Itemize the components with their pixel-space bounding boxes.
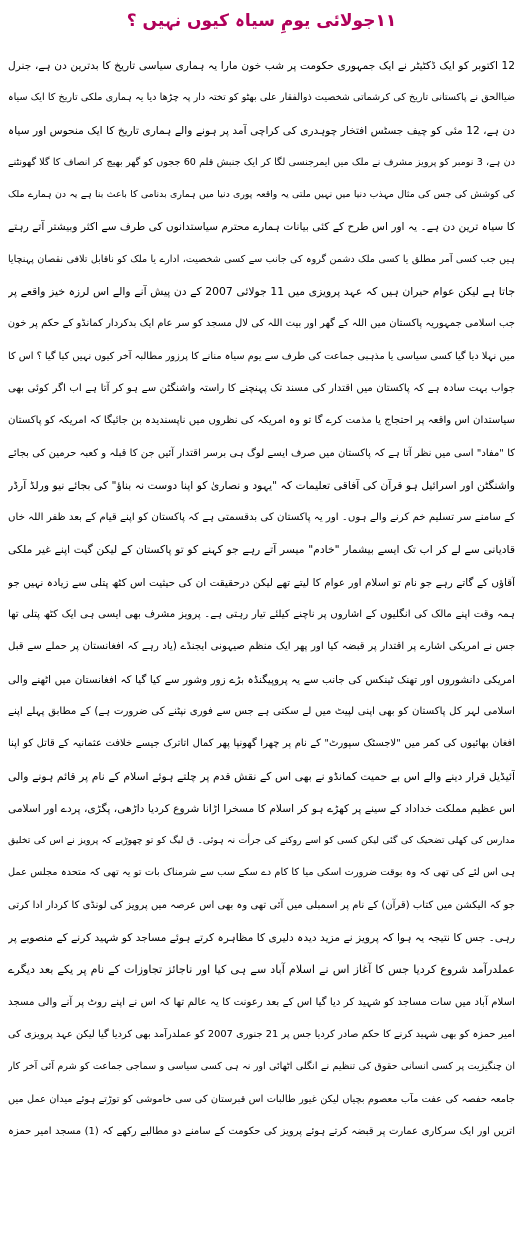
article-line: 12 اکتوبر کو ایک ڈکٹیٹر نے ایک جمہوری حکومت پر شب خون مارا یہ ہماری سیاسی تاریخ کا بدترین دن ہے، جنرل [8,60,515,72]
article-line: جامعہ حفصہ کی عفت مآب معصوم بچیاں لیکن غیور طالبات اس قبرستان کی سی خاموشی کو توڑتے ہوئے میدان عمل میں [8,1093,515,1105]
article-title: ۱۱جولائی یومِ سیاہ کیوں نہیں ؟ [126,11,397,31]
article-line: کا سیاہ ترین دن ہے۔ یہ اور اس طرح کے کئی بیانات ہمارے محترم سیاستدانوں کی طرف سے اکثر وبیشتر آتے رہتے [8,221,515,234]
article-line: آئیڈیل قرار دینے والے اس بے حمیت کمانڈو نے بھی اس کے نقش قدم پر چلتے ہوئے اسلام کے نام پر قائم ہونے والی [8,769,515,783]
article-line: جس نے امریکی اشارے پر اقتدار پر قبضہ کیا اور پھر ایک منظم صیہونی ایجنڈے (یاد رہے کہ افغانستان پر حملے سے قبل [8,641,515,653]
article-line: امریکی دانشوروں اور تھنک ٹینکس کی جانب سے یہ پروپیگنڈہ بڑے زور وشور سے کیا گیا کہ افغانستان میں اٹھنے والی [8,673,515,686]
article-line: ان چنگیزیت پر کسی انسانی حقوق کی تنظیم نے انگلی اٹھائی اور نہ ہی کسی سیاسی و سماجی جماعت کو شرم آئی آخر کار [8,1061,515,1073]
article-line: قادیانی سے لے کر اب تک ایسے بیشمار "خادم" میسر آتے رہے جو کہنے کو تو پاکستان کے لیکن گیت اپنے غیر ملکی [8,543,515,557]
article-line: آقاؤں کے گاتے رہے جو نام تو اسلام اور عوام کا لیتے تھے لیکن درحقیقت ان کی حیثیت اس کٹھ پتلی سے زیادہ نہیں جو [8,576,515,589]
article-line: رہی۔ جس کا نتیجہ یہ ہوا کہ پرویز نے مزید دیدہ دلیری کا مظاہرہ کرتے ہوئے مساجد کو شہید کرنے کے منصوبے پر [8,932,515,945]
article-line: سیاستدان اس واقعہ پر احتجاج یا مذمت کرے گا تو وہ امریکہ کی نظروں میں ناپسندیدہ بن جائیگا کہ امریکہ کو پاکستان [8,415,515,427]
article-line: افغان بھائیوں کی کمر میں "لاجسٹک سپورٹ" کے نام پر چھرا گھونپا پھر کمال اتاترک جیسے خلافت عثمانیہ کے قاتل کو اپنا [8,738,515,750]
article-line: جاتا ہے لیکن عوام حیران ہیں کہ عہد پرویزی میں 11 جولائی 2007 کے دن پیش آنے والے اس لرزہ خیز واقعے پر [8,285,515,299]
article-line: کا "مفاد" اسی میں نظر آتا ہے کہ پاکستان میں صرف ایسے لوگ ہی برسر اقتدار آئیں جن کا قبلہ و کعبہ حرمین کی بجائے [8,447,515,459]
article-line: دن ہے، 12 مئی کو چیف جسٹس افتخار چوہدری کی کراچی آمد پر ہونے والے ہماری تاریخ کا ایک منحوس اور سیاہ [8,124,515,137]
article-line: میں نہلا دیا گیا کسی سیاسی یا مذہبی جماعت کی طرف سے یوم سیاہ منانے کا پرزور مطالبہ آخر کیوں نہیں کیا گیا ؟ اس کا [8,350,515,362]
article-line: کے سامنے سر تسلیم خم کرنے والے ہوں۔ اور یہ پاکستان کی بدقسمتی ہے کہ پاکستان کو اپنے قیام کے بعد ظفر اللہ خاں [8,512,515,524]
article-line: امیر حمزہ کو بھی شہید کرنے کا حکم صادر کردیا جس پر 21 جنوری 2007 کو عملدرآمد بھی کردیا گیا لیکن عہد پرویزی کی [8,1028,515,1040]
article-line: جواب بہت سادہ ہے کہ پاکستان میں اقتدار کی مسند تک پہنچنے کا راستہ واشنگٹن سے ہو کر آتا ہے اب اگر کوئی بھی [8,382,515,394]
article-line: ضیاالحق نے پاکستانی تاریخ کی کرشماتی شخصیت ذوالفقار علی بھٹو کو تختہ دار پہ چڑھا دیا یہ ہماری ملکی تاریخ کا ایک سیاہ [8,92,515,104]
article-line: اسلامی لہر کل پاکستان کو بھی اپنی لپیٹ میں لے سکتی ہے جس سے فوری نپٹنے کی ضرورت ہے) کے مطابق پہلے اپنے [8,705,515,717]
article-line: اسلام آباد میں سات مساجد کو شہید کر دیا گیا اس کے بعد رعونت کا یہ عالم تھا کہ اس نے اپنے روٹ پر آنے والی مسجد [8,996,515,1008]
article-line: جب اسلامی جمہوریہ پاکستان میں اللہ کے گھر اور بیت اللہ کی لال مسجد کو سر عام ایک بدکردار کمانڈو کے حکم پر خون [8,318,515,330]
article-line: واشنگٹن اور اسرائیل ہو قرآن کی آفاقی تعلیمات کہ "یہود و نصاریٰ کو اپنا دوست نہ بناؤ" کی بجائے نیو ورلڈ آرڈر [8,478,515,492]
article-body [8,50,515,1180]
article-line: اتریں اور ایک سرکاری عمارت پر قبضہ کرتے ہوئے پرویز کی حکومت کے سامنے دو مطالبے رکھے کہ (1) مسجد امیر حمزہ [8,1125,515,1137]
article-line: کی کوشش کی جس کی مثال مہذب دنیا میں نہیں ملتی یہ واقعہ پوری دنیا میں ہماری بدنامی کا باعث بنا ہے یہ دن ہمارے ملک [8,189,515,201]
article-line: ہیں جب کسی آمر مطلق یا کسی ملک دشمن گروہ کی جانب سے کسی شخصیت، ادارے یا ملک کو ناقابل تلافی نقصان پہنچایا [8,253,515,265]
article-line [8,1148,515,1180]
article-line: ہمہ وقت اپنے مالک کی انگلیوں کے اشاروں پر ناچنے کیلئے تیار رہتی ہے۔ پرویز مشرف بھی ایسی ہی ایک کٹھ پتلی تھا [8,609,515,621]
article-line: ہی اس لئے کی تھی کہ وہ بوقت ضرورت اسکی میا کا کام دے سکے سب سے شرمناک بات تو یہ تھی کہ متحدہ مجلس عمل [8,867,515,879]
article-line: مدارس کی کھلی تضحیک کی گئی لیکن کسی کو اسے روکنے کی جرأت نہ ہوئی۔ ق لیگ کو تو چھوڑیے کہ پرویز نے اس کی تخلیق [8,835,515,847]
article-line: دن ہے، 3 نومبر کو پرویز مشرف نے ملک میں ایمرجنسی لگا کر ایک جنبش قلم 60 ججوں کو گھر بھیج کر انصاف کا گلا گھونٹنے [8,156,515,168]
article-line: جو کہ الیکشن میں کتاب (قرآن) کے نام پر اسمبلی میں آئی تھی وہ بھی اس عرصہ میں پرویز کی لونڈی کا کردار ادا کرتی [8,899,515,911]
article-line: عملدرآمد شروع کردیا جس کا آغاز اس نے اسلام آباد سے ہی کیا اور ناجائز تجاوزات کے نام پر یکے بعد دیگرے [8,963,515,977]
article-line: اس عظیم مملکت خداداد کے سینے پر کھڑے ہو کر اسلام کا مسخرا اڑانا شروع کردیا داڑھی، پگڑی، پردے اور اسلامی [8,802,515,815]
